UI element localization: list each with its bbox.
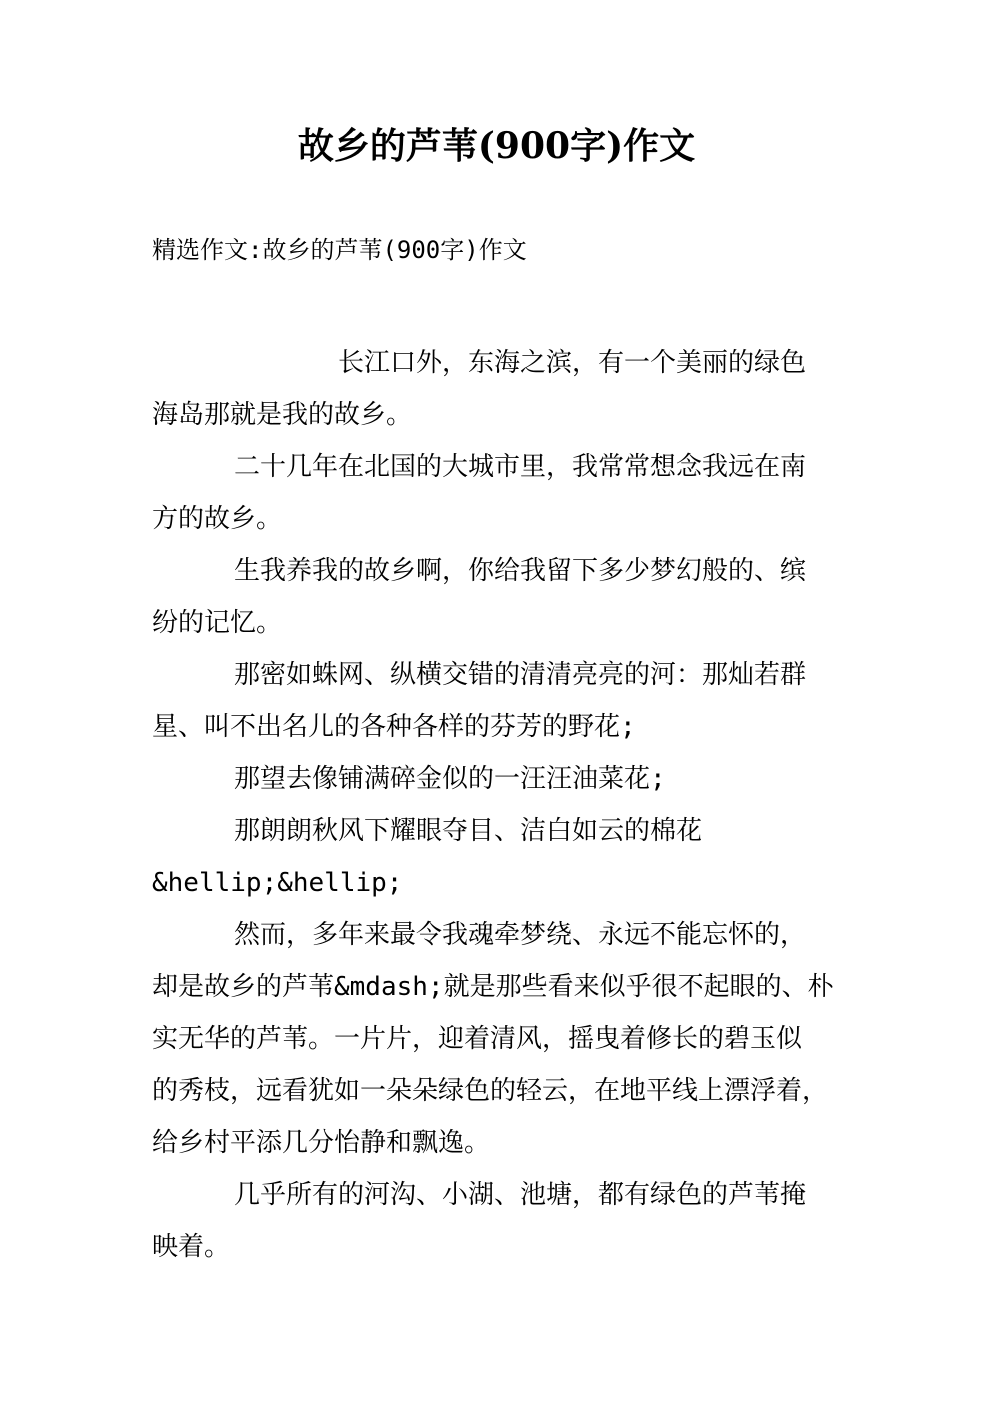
paragraph-line: 生我养我的故乡啊，你给我留下多少梦幻般的、缤 [234, 556, 807, 586]
paragraph-line: 长江口外，东海之滨，有一个美丽的绿色 [338, 348, 807, 378]
paragraph-line: 然而，多年来最令我魂牵梦绕、永远不能忘怀的， [234, 920, 807, 950]
paragraph-line: 实无华的芦苇。一片片，迎着清风，摇曳着修长的碧玉似 [152, 1024, 803, 1054]
paragraph-line: 海岛那就是我的故乡。 [152, 400, 413, 430]
paragraph-line: 纷的记忆。 [152, 608, 283, 638]
paragraph-line: 几乎所有的河沟、小湖、池塘，都有绿色的芦苇掩 [234, 1180, 807, 1210]
paragraph-line: 映着。 [152, 1232, 231, 1262]
paragraph-line: 那朗朗秋风下耀眼夺目、洁白如云的棉花 [234, 816, 703, 846]
paragraph-line: 却是故乡的芦苇&mdash;就是那些看来似乎很不起眼的、朴 [152, 972, 834, 1002]
document-title: 故乡的芦苇(900字)作文 [297, 125, 696, 167]
paragraph-line: 方的故乡。 [152, 504, 283, 534]
paragraph-line: 给乡村平添几分怡静和飘逸。 [152, 1128, 491, 1158]
document-body [152, 337, 842, 1273]
paragraph-line: 星、叫不出名儿的各种各样的芬芳的野花; [152, 712, 636, 742]
paragraph-line: &hellip;&hellip; [152, 868, 403, 898]
paragraph-line: 那密如蛛网、纵横交错的清清亮亮的河：那灿若群 [234, 660, 807, 690]
paragraph-line: 的秀枝，远看犹如一朵朵绿色的轻云，在地平线上漂浮着， [152, 1076, 829, 1106]
paragraph-line: 那望去像铺满碎金似的一汪汪油菜花; [234, 764, 666, 794]
document-subtitle: 精选作文:故乡的芦苇(900字)作文 [152, 236, 527, 264]
paragraph-line: 二十几年在北国的大城市里，我常常想念我远在南 [234, 452, 807, 482]
